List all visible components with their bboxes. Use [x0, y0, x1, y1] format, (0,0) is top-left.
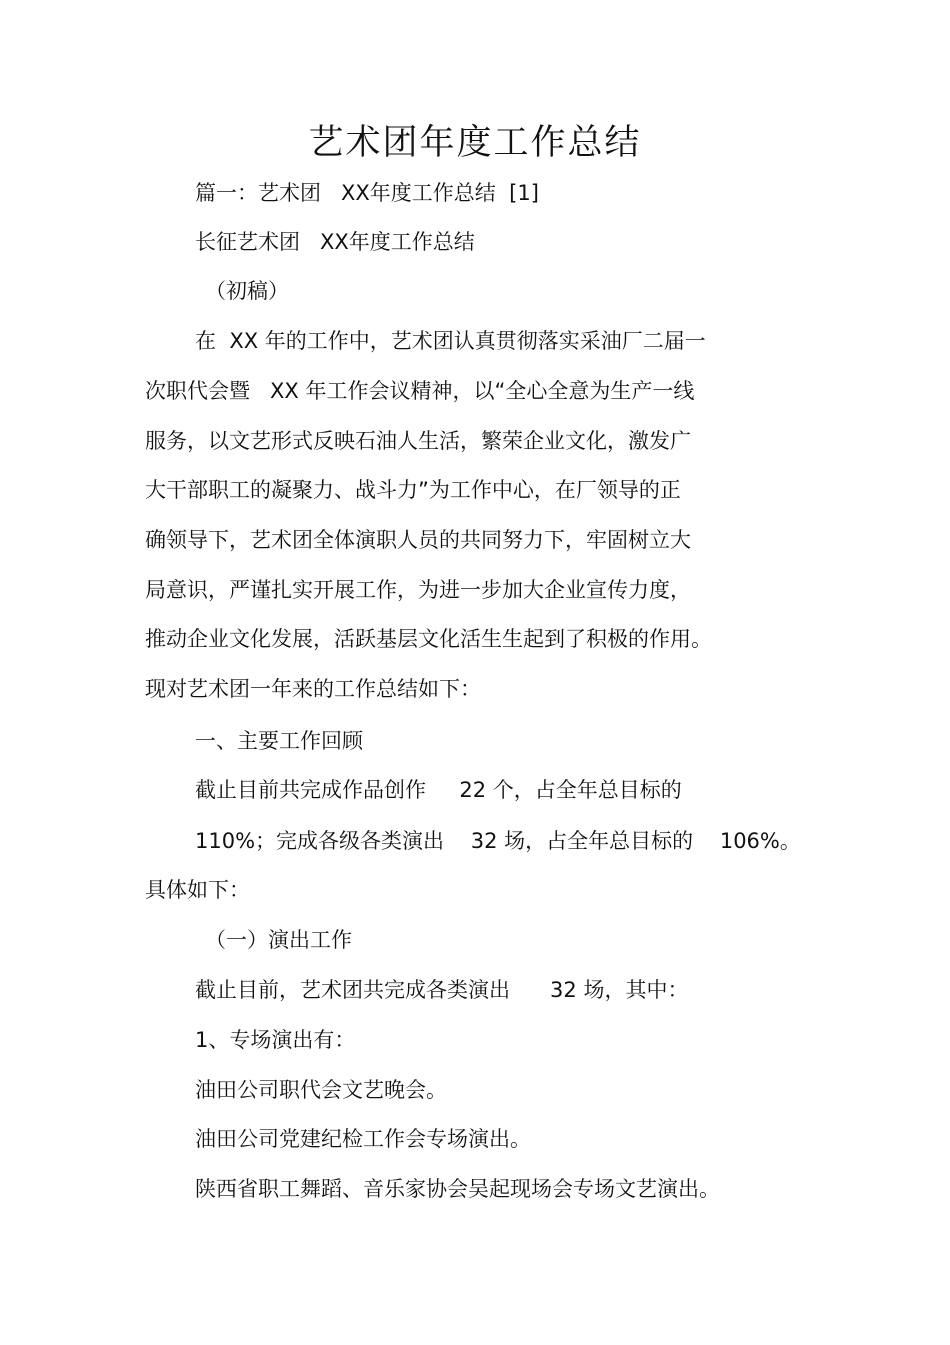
paragraph-line: 截止目前，艺术团共完成各类演出 32 场，其中： — [195, 978, 689, 1002]
list-heading: 1、专场演出有： — [195, 1028, 356, 1052]
document-title: 艺术团年度工作总结 — [308, 123, 642, 163]
paragraph-line: 截止目前共完成作品创作 22 个，占全年总目标的 — [195, 778, 682, 802]
paragraph-line: 现对艺术团一年来的工作总结如下： — [145, 677, 481, 701]
paragraph-line: 具体如下： — [145, 878, 250, 902]
subsection-heading: （一）演出工作 — [205, 928, 352, 952]
subtitle-line: 长征艺术团 XX年度工作总结 — [195, 230, 475, 254]
section-heading: 一、主要工作回顾 — [195, 729, 363, 753]
draft-note: （初稿） — [205, 279, 289, 303]
paragraph-line: 次职代会暨 XX 年工作会议精神，以“全心全意为生产一线 — [145, 379, 695, 403]
paragraph-line: 推动企业文化发展，活跃基层文化活生生起到了积极的作用。 — [145, 627, 712, 651]
paragraph-line: 确领导下，艺术团全体演职人员的共同努力下，牢固树立大 — [145, 528, 691, 552]
paragraph-line: 服务，以文艺形式反映石油人生活，繁荣企业文化，激发广 — [145, 429, 691, 453]
paragraph-line: 在 XX 年的工作中，艺术团认真贯彻落实采油厂二届一 — [195, 329, 706, 353]
paragraph-line: 110%；完成各级各类演出 32 场，占全年总目标的 106%。 — [195, 829, 801, 853]
list-item: 油田公司职代会文艺晚会。 — [195, 1078, 447, 1102]
paragraph-line: 局意识，严谨扎实开展工作，为进一步加大企业宣传力度， — [145, 578, 691, 602]
subtitle-line: 篇一：艺术团 XX年度工作总结 [1] — [195, 181, 539, 205]
list-item: 油田公司党建纪检工作会专场演出。 — [195, 1127, 531, 1151]
list-item: 陕西省职工舞蹈、音乐家协会吴起现场会专场文艺演出。 — [195, 1177, 720, 1201]
paragraph-line: 大干部职工的凝聚力、战斗力”为工作中心，在厂领导的正 — [145, 478, 681, 502]
